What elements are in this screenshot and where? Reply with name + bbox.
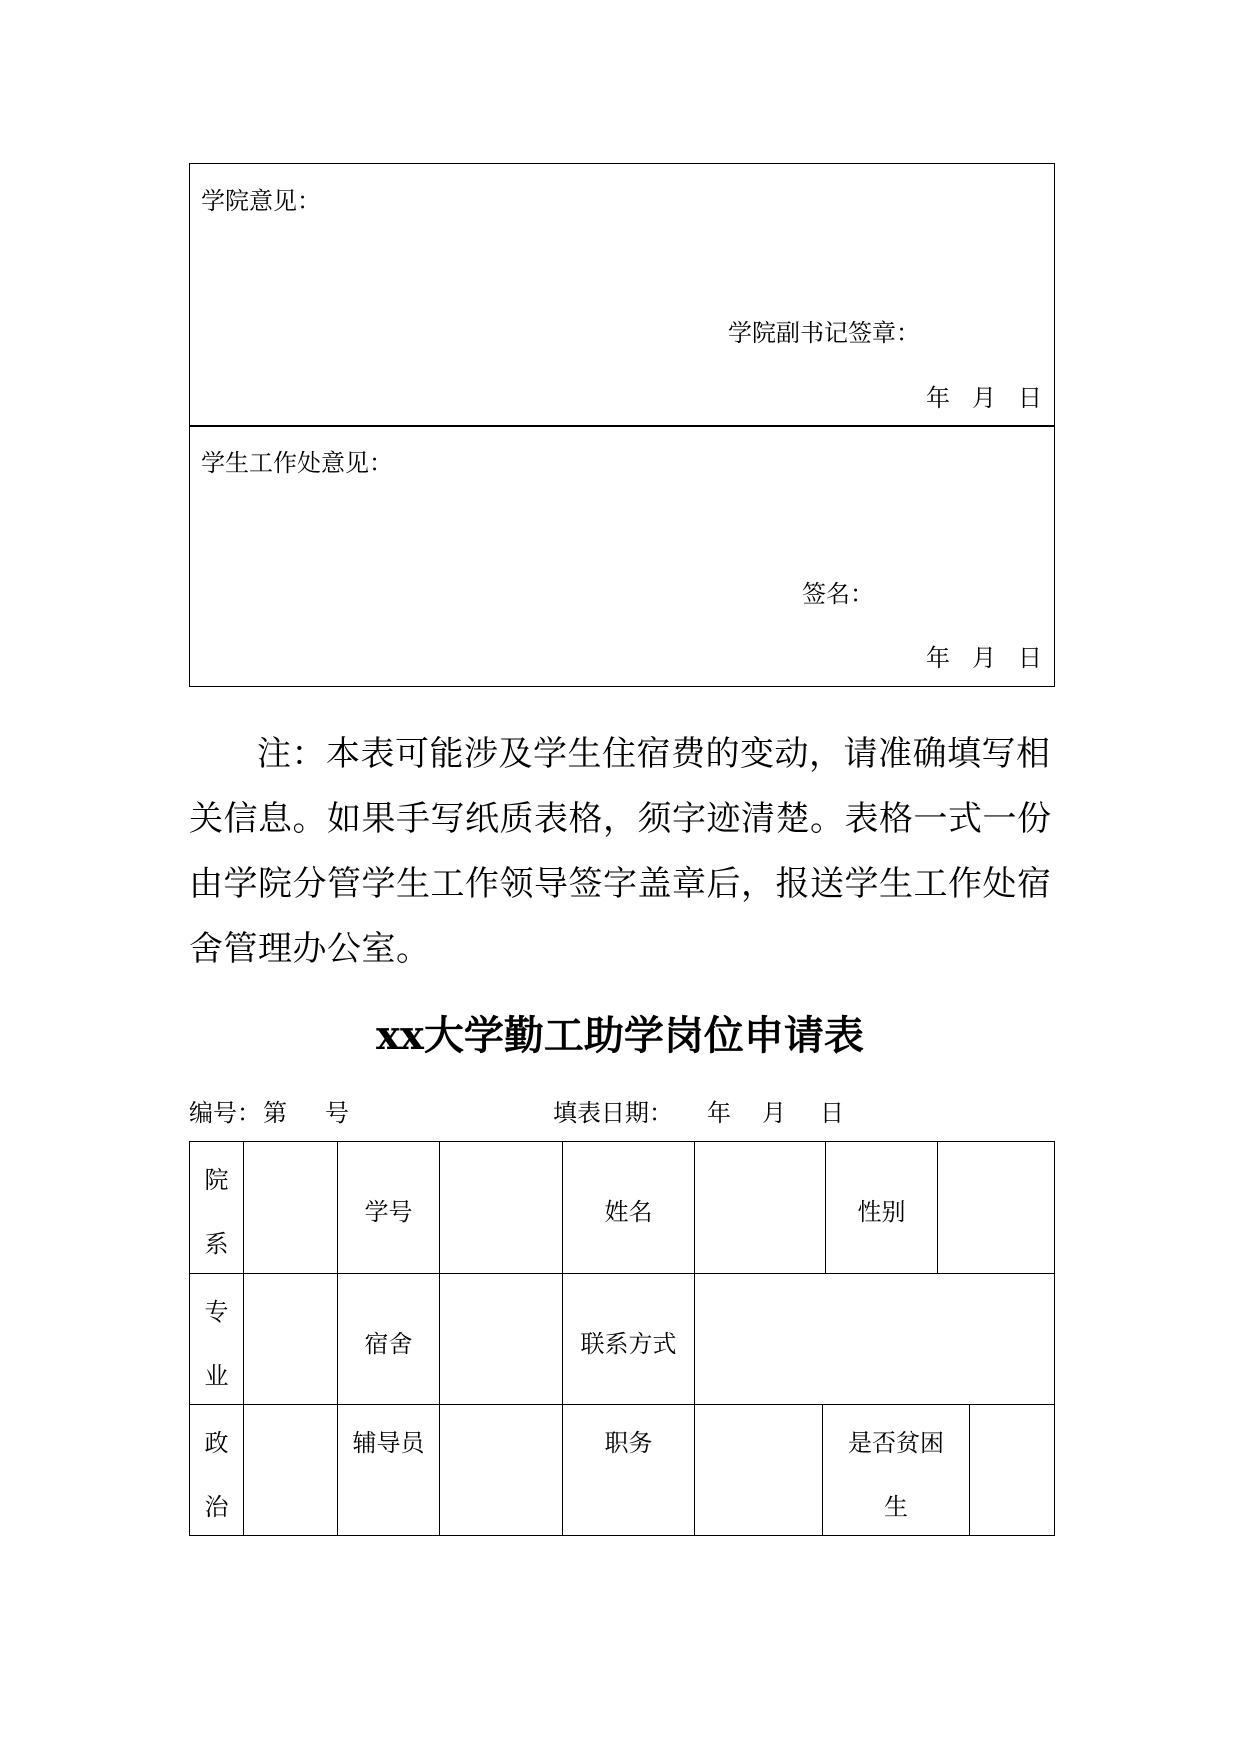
table-row bbox=[190, 1273, 1054, 1405]
college-opinion-box bbox=[189, 163, 1055, 427]
office-date-day: 日 bbox=[1018, 644, 1042, 672]
dorm-value-cell[interactable] bbox=[440, 1274, 563, 1405]
gender-label: 性别 bbox=[857, 1198, 906, 1226]
major-label-bottom: 业 bbox=[204, 1362, 229, 1390]
office-date-row bbox=[926, 638, 1042, 673]
student-id-value-cell[interactable] bbox=[440, 1142, 563, 1273]
poverty-value-cell[interactable] bbox=[970, 1405, 1053, 1536]
poverty-label-top: 是否贫困 bbox=[848, 1429, 944, 1457]
gender-value-cell[interactable] bbox=[938, 1142, 1053, 1273]
serial-suffix: 号 bbox=[325, 1099, 349, 1127]
politics-label-cell bbox=[190, 1405, 244, 1536]
office-date-month: 月 bbox=[972, 644, 996, 672]
position-value-cell[interactable] bbox=[695, 1405, 823, 1536]
form-title-prefix: xx bbox=[376, 1012, 424, 1059]
dept-label-cell bbox=[190, 1142, 244, 1273]
student-id-label-cell bbox=[338, 1142, 440, 1273]
name-value-cell[interactable] bbox=[695, 1142, 826, 1273]
serial-label: 编号： bbox=[189, 1099, 261, 1127]
counselor-label-cell bbox=[338, 1405, 440, 1536]
student-id-label: 学号 bbox=[364, 1198, 413, 1226]
note-paragraph: 注：本表可能涉及学生住宿费的变动，请准确填写相关信息。如果手写纸质表格，须字迹清楚。表格一式一份由学院分管学生工作领导签字盖章后，报送学生工作处宿舍管理办公室。 bbox=[189, 734, 1052, 969]
contact-label-cell bbox=[563, 1274, 695, 1405]
form-title-main: 大学勤工助学岗位申请表 bbox=[423, 1013, 864, 1059]
dept-value-cell[interactable] bbox=[244, 1142, 338, 1273]
fill-date-label: 填表日期： bbox=[553, 1099, 673, 1127]
college-sign-label: 学院副书记签章： bbox=[728, 319, 920, 347]
politics-value-cell[interactable] bbox=[244, 1405, 338, 1536]
poverty-label-cell bbox=[823, 1405, 970, 1536]
table-row bbox=[190, 1404, 1054, 1536]
dept-label-top: 院 bbox=[204, 1166, 229, 1194]
college-date-row bbox=[926, 378, 1042, 413]
fill-date-year: 年 bbox=[707, 1099, 731, 1127]
counselor-label: 辅导员 bbox=[352, 1429, 425, 1457]
major-value-cell[interactable] bbox=[244, 1274, 338, 1405]
fill-date-month: 月 bbox=[762, 1099, 786, 1127]
college-date-month: 月 bbox=[972, 384, 996, 412]
contact-label: 联系方式 bbox=[580, 1330, 677, 1358]
college-date-day: 日 bbox=[1018, 384, 1042, 412]
major-label-cell bbox=[190, 1274, 244, 1405]
fill-date-day: 日 bbox=[820, 1099, 844, 1127]
contact-value-cell[interactable] bbox=[695, 1274, 1053, 1405]
office-opinion-label: 学生工作处意见： bbox=[201, 449, 393, 477]
name-label: 姓名 bbox=[604, 1198, 653, 1226]
dorm-label-cell bbox=[338, 1274, 440, 1405]
application-table bbox=[189, 1141, 1055, 1536]
office-date-year: 年 bbox=[926, 644, 950, 672]
gender-label-cell bbox=[826, 1142, 938, 1273]
politics-label-top: 政 bbox=[204, 1429, 229, 1457]
poverty-label-bottom: 生 bbox=[884, 1493, 908, 1521]
office-opinion-box bbox=[189, 425, 1055, 687]
serial-prefix: 第 bbox=[263, 1099, 287, 1127]
major-label-top: 专 bbox=[204, 1298, 229, 1326]
counselor-value-cell[interactable] bbox=[440, 1405, 563, 1536]
office-sign-label: 签名： bbox=[802, 580, 874, 608]
dorm-label: 宿舍 bbox=[364, 1330, 413, 1358]
position-label-cell bbox=[563, 1405, 695, 1536]
dept-label-bottom: 系 bbox=[204, 1230, 229, 1258]
name-label-cell bbox=[563, 1142, 695, 1273]
form-title bbox=[0, 1004, 1240, 1061]
politics-label-bottom: 治 bbox=[204, 1493, 229, 1521]
table-row bbox=[190, 1142, 1054, 1273]
college-opinion-label: 学院意见： bbox=[201, 187, 321, 215]
position-label: 职务 bbox=[604, 1429, 653, 1457]
college-date-year: 年 bbox=[926, 384, 950, 412]
